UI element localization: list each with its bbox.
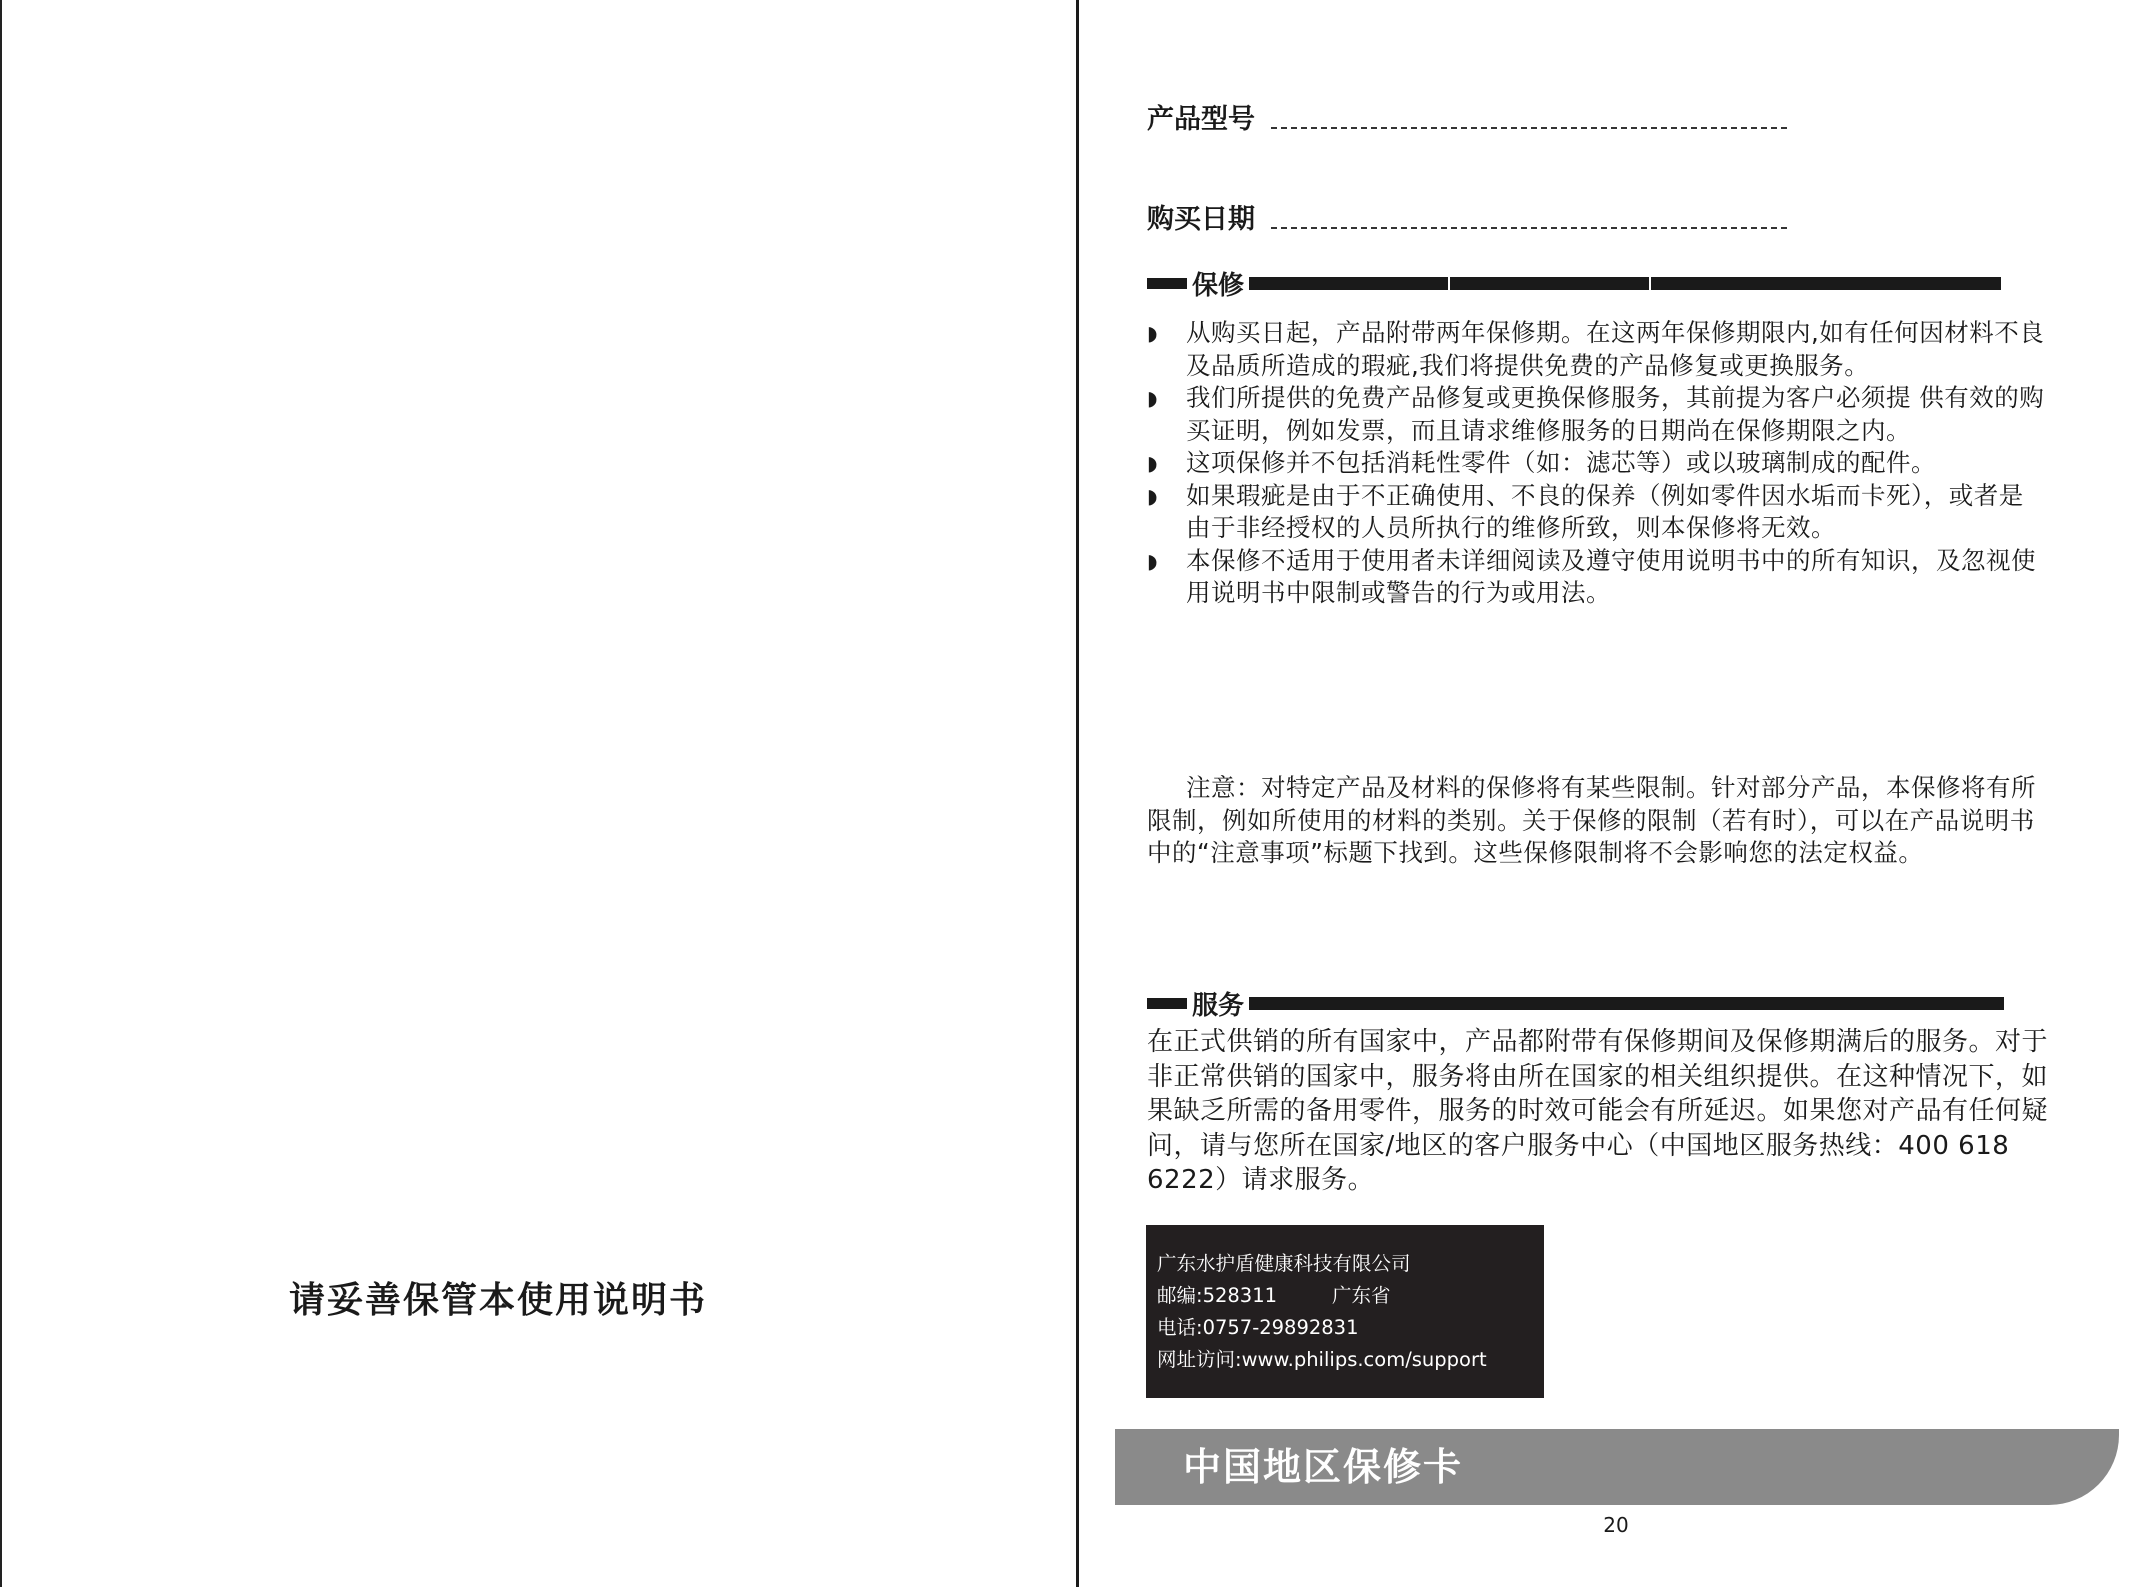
right-page <box>1079 0 2154 1587</box>
warranty-item: ◗ 本保修不适用于使用者未详细阅读及遵守使用说明书中的所有知识，及忽视使用说明书中限制或警告的行为或用法。 <box>1147 545 2036 607</box>
company-website: 网址访问:www.philips.com/support <box>1157 1348 1487 1371</box>
bullet-icon: ◗ <box>1147 451 1159 475</box>
warranty-item: ◗ 从购买日起，产品附带两年保修期。在这两年保修期限内,如有任何因材料不良及品质所造成的瑕疵,我们将提供免费的产品修复或更换服务。 <box>1147 318 2045 380</box>
warranty-heading <box>1147 268 2003 301</box>
purchase-date-fill-line <box>1271 227 1787 229</box>
company-postcode-row <box>1157 1280 1534 1312</box>
model-field <box>1147 96 1787 136</box>
warranty-item: ◗ 这项保修并不包括消耗性零件（如：滤芯等）或以玻璃制成的配件。 <box>1147 447 2047 480</box>
company-province: 广东省 <box>1332 1284 1391 1307</box>
model-label: 产品型号 <box>1147 104 1255 135</box>
warranty-card-title: 中国地区保修卡 <box>1183 1445 1464 1489</box>
company-name: 广东水护盾健康科技有限公司 <box>1157 1252 1411 1275</box>
service-text: 在正式供销的所有国家中，产品都附带有保修期间及保修期满后的服务。对于非正常供销的国家中，服务将由所在国家的相关组织提供。在这种情况下，如果缺乏所需的备用零件，服务的时效可能会有所延迟。如果您对产品有任何疑问，请与您所在国家/地区的客户服务中心（中国地区服务热线：400 618 6222）请求服务。 <box>1147 1027 2049 1195</box>
warranty-item: ◗ 我们所提供的免费产品修复或更换保修服务，其前提为客户必须提 供有效的购买证明，例如发票，而且请求维修服务的日期尚在保修期限之内。 <box>1147 383 2045 445</box>
warranty-item: ◗ 如果瑕疵是由于不正确使用、不良的保养（例如零件因水垢而卡死），或者是由于非经授权的人员所执行的维修所致，则本保修将无效。 <box>1147 480 2024 542</box>
purchase-date-field <box>1147 196 1787 236</box>
bullet-icon: ◗ <box>1147 386 1159 410</box>
purchase-date-label: 购买日期 <box>1147 204 1255 235</box>
warranty-list <box>1147 317 2047 610</box>
company-phone: 电话:0757-29892831 <box>1157 1316 1359 1339</box>
heading-rule-right <box>1249 997 2004 1010</box>
service-title: 服务 <box>1192 990 1245 1021</box>
footer-band <box>1115 1429 2119 1505</box>
page-number: 20 <box>1603 1513 1629 1537</box>
model-fill-line <box>1271 127 1787 129</box>
bullet-icon: ◗ <box>1147 483 1159 508</box>
bullet-icon: ◗ <box>1147 321 1159 345</box>
heading-rule-right <box>1249 277 2003 290</box>
company-postcode: 邮编:528311 <box>1157 1284 1278 1307</box>
heading-rule-left <box>1147 278 1187 289</box>
bullet-icon: ◗ <box>1147 548 1159 573</box>
heading-rule-left <box>1147 998 1187 1009</box>
keep-manual-note: 请妥善保管本使用说明书 <box>289 1280 708 1321</box>
service-heading <box>1147 988 2004 1021</box>
warranty-note: 注意：对特定产品及材料的保修将有某些限制。针对部分产品，本保修将有所限制，例如所使用的材料的类别。关于保修的限制（若有时），可以在产品说明书中的“注意事项”标题下找到。这些保修限制将不会影响您的法定权益。 <box>1147 773 2036 867</box>
company-info-box <box>1146 1225 1544 1398</box>
warranty-title: 保修 <box>1192 270 1245 301</box>
